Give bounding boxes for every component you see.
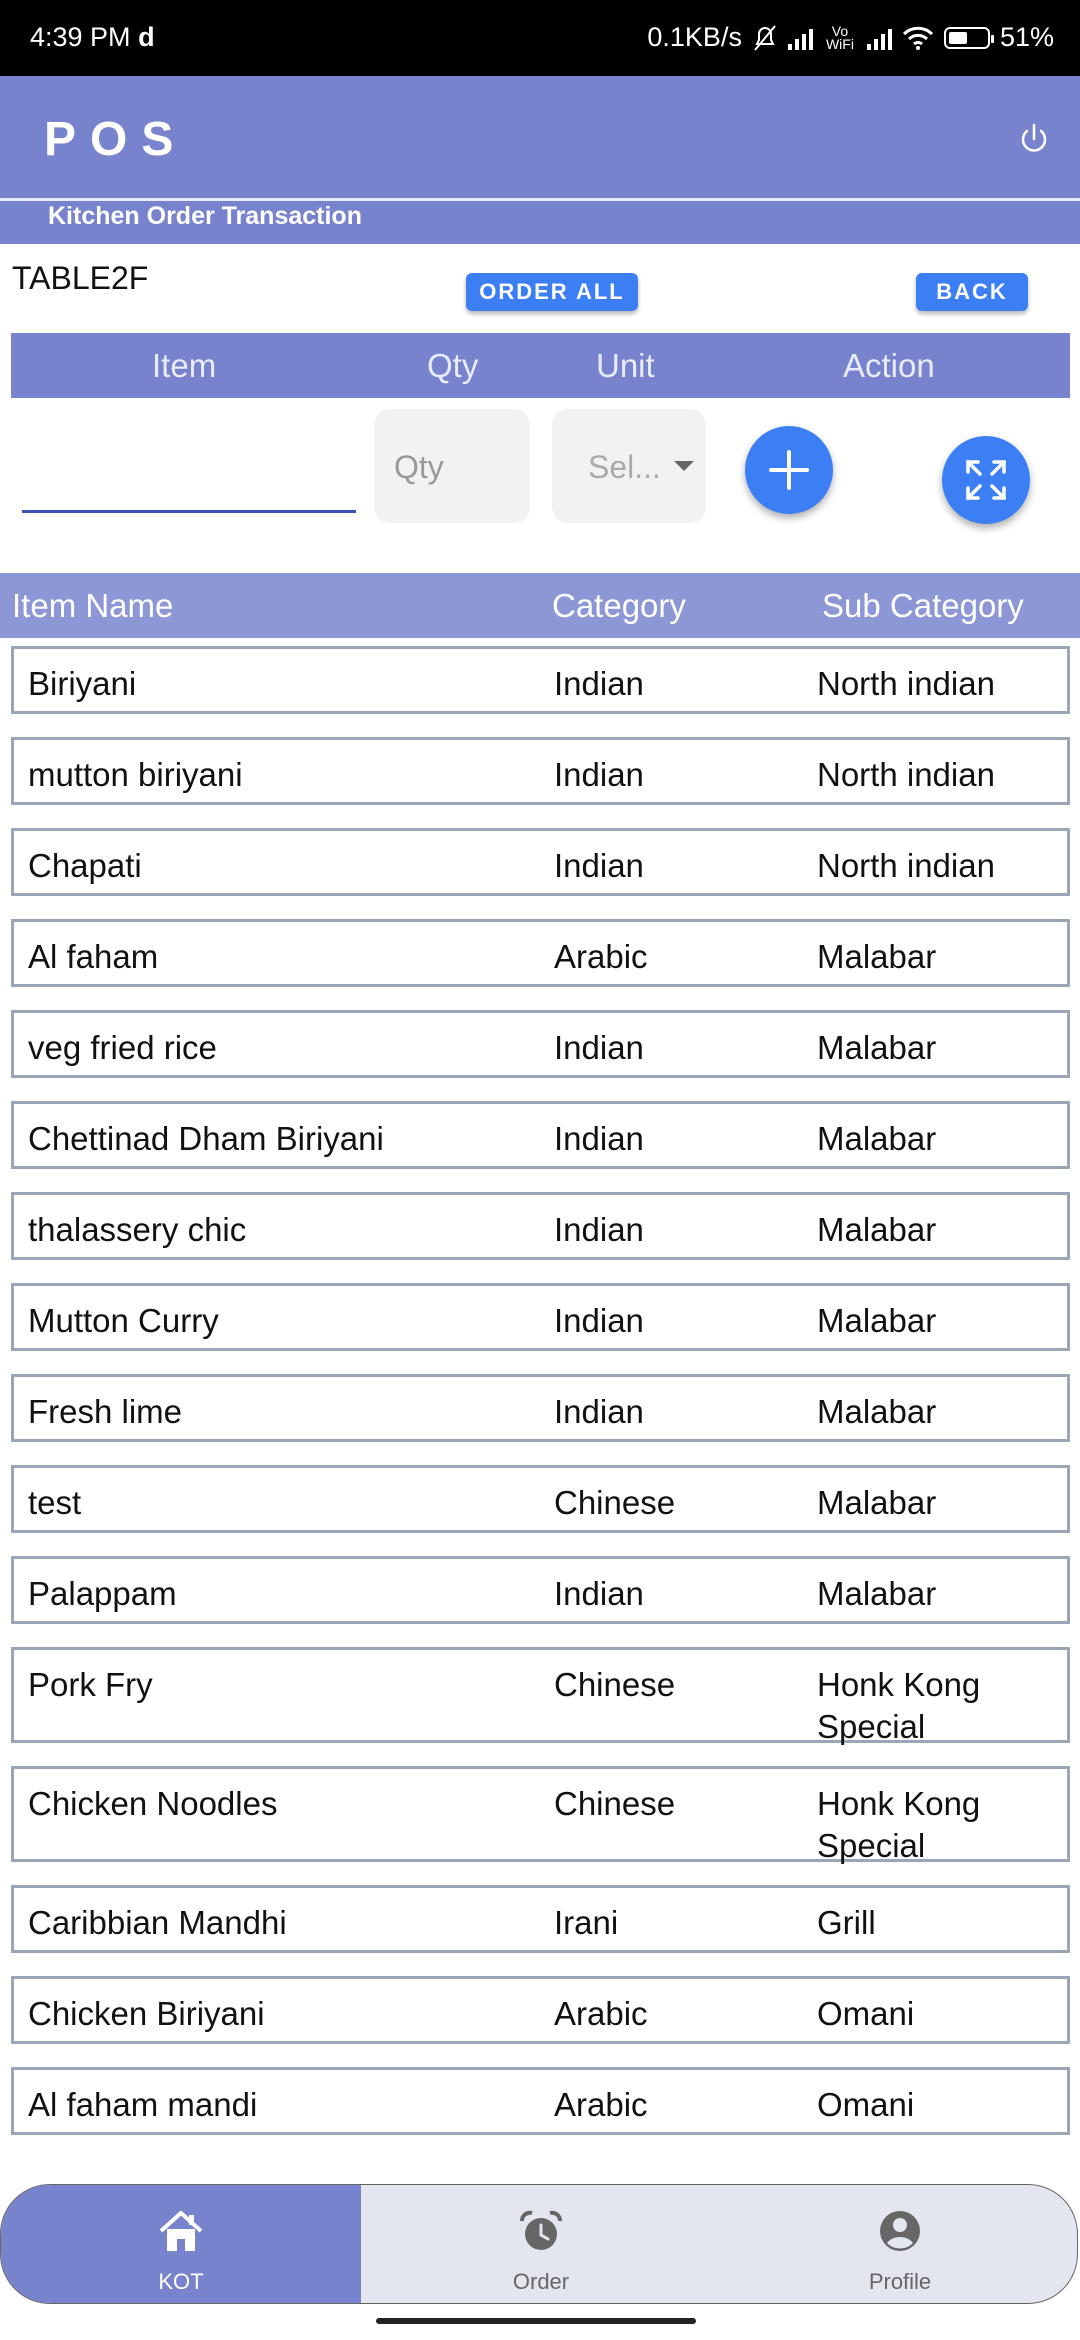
item-input[interactable]	[22, 420, 356, 513]
item-name-cell: Fresh lime	[28, 1393, 183, 1430]
item-row[interactable]	[11, 2067, 1070, 2135]
item-category-cell: Chinese	[554, 1666, 676, 1703]
item-row[interactable]	[11, 1101, 1070, 1169]
nav-label-kot: KOT	[158, 2269, 204, 2294]
battery-icon	[944, 27, 990, 49]
nav-tab-kot[interactable]	[1, 2185, 361, 2304]
item-row[interactable]	[11, 1192, 1070, 1260]
volte-badge: Vo WiFi	[825, 22, 854, 52]
item-subcategory-cell: Honk Kong Special	[817, 1666, 981, 1745]
nav-label-profile: Profile	[868, 2269, 932, 2294]
item-subcategory-cell: Grill	[817, 1904, 876, 1941]
item-name-cell: thalassery chic	[28, 1211, 247, 1248]
item-category-cell: Chinese	[554, 1484, 676, 1521]
table-name: TABLE2F	[12, 260, 149, 296]
item-list	[0, 646, 1080, 2158]
item-subcategory-cell: Omani	[817, 2086, 915, 2123]
item-row[interactable]	[11, 1647, 1070, 1743]
nav-label-order: Order	[512, 2269, 570, 2294]
home-icon	[157, 2209, 205, 2255]
item-name-cell: Al faham mandi	[28, 2086, 258, 2123]
alarm-clock-icon	[518, 2209, 564, 2255]
item-category-cell: Chinese	[554, 1785, 676, 1822]
unit-placeholder: Sel...	[588, 449, 661, 485]
header-item-name: Item Name	[12, 587, 174, 624]
header-qty: Qty	[427, 347, 479, 384]
wifi-icon	[902, 26, 934, 50]
item-row[interactable]	[11, 1374, 1070, 1442]
item-row[interactable]	[11, 1976, 1070, 2044]
back-button[interactable]: BACK	[916, 273, 1028, 311]
bottom-nav	[0, 2184, 1078, 2304]
item-name-cell: Caribbian Mandhi	[28, 1904, 287, 1941]
signal-icon-2	[867, 26, 892, 50]
item-name-cell: Chicken Noodles	[28, 1785, 278, 1822]
item-subcategory-cell: Malabar	[817, 1393, 937, 1430]
item-category-cell: Arabic	[554, 1995, 648, 2032]
item-category-cell: Indian	[554, 756, 644, 793]
item-row[interactable]	[11, 1885, 1070, 1953]
item-subcategory-cell: Honk Kong Special	[817, 1785, 981, 1864]
item-row[interactable]	[11, 1556, 1070, 1624]
item-subcategory-cell: North indian	[817, 847, 995, 884]
header-unit: Unit	[596, 347, 655, 384]
item-name-cell: veg fried rice	[28, 1029, 217, 1066]
item-name-cell: Chettinad Dham Biriyani	[28, 1120, 384, 1157]
carrier-glyph: d	[138, 22, 155, 52]
item-subcategory-cell: Malabar	[817, 1484, 937, 1521]
item-subcategory-cell: North indian	[817, 665, 995, 702]
item-row[interactable]	[11, 737, 1070, 805]
qty-placeholder: Qty	[394, 449, 444, 485]
status-time: 4:39 PM d	[30, 22, 155, 52]
nav-tab-order[interactable]	[361, 2185, 721, 2304]
header-category: Category	[552, 587, 686, 624]
item-name-cell: Chicken Biriyani	[28, 1995, 265, 2032]
item-category-cell: Indian	[554, 1120, 644, 1157]
gesture-bar	[376, 2318, 696, 2324]
item-row[interactable]	[11, 919, 1070, 987]
item-subcategory-cell: Malabar	[817, 1211, 937, 1248]
item-category-cell: Arabic	[554, 2086, 648, 2123]
item-row[interactable]	[11, 828, 1070, 896]
item-name-cell: Al faham	[28, 938, 159, 975]
item-category-cell: Indian	[554, 1575, 644, 1612]
chevron-down-icon	[674, 461, 694, 471]
item-subcategory-cell: Malabar	[817, 1120, 937, 1157]
power-icon[interactable]	[1014, 120, 1054, 160]
status-icons	[647, 22, 1054, 53]
header-divider	[0, 198, 1080, 201]
item-row[interactable]	[11, 646, 1070, 714]
item-subcategory-cell: Malabar	[817, 938, 937, 975]
item-category-cell: Indian	[554, 1211, 644, 1248]
item-subcategory-cell: North indian	[817, 756, 995, 793]
add-item-button[interactable]	[745, 426, 833, 514]
nav-tab-profile[interactable]	[721, 2185, 1078, 2304]
item-category-cell: Indian	[554, 1029, 644, 1066]
item-row[interactable]	[11, 1465, 1070, 1533]
header-sub-category: Sub Category	[822, 587, 1024, 624]
item-category-cell: Indian	[554, 1393, 644, 1430]
item-name-cell: Biriyani	[28, 665, 137, 702]
mute-bell-icon	[752, 24, 778, 52]
battery-fill	[949, 32, 967, 44]
item-category-cell: Indian	[554, 665, 644, 702]
order-all-button[interactable]: ORDER ALL	[466, 273, 638, 311]
signal-icon	[788, 26, 813, 50]
item-row[interactable]	[11, 1010, 1070, 1078]
status-bar	[0, 0, 1080, 76]
item-name-cell: mutton biriyani	[28, 756, 243, 793]
item-subcategory-cell: Omani	[817, 1995, 915, 2032]
item-name-cell: Chapati	[28, 847, 142, 884]
unit-select[interactable]	[552, 409, 706, 523]
item-name-cell: test	[28, 1484, 82, 1521]
entry-header-bar	[11, 333, 1070, 398]
item-category-cell: Arabic	[554, 938, 648, 975]
page-subtitle: Kitchen Order Transaction	[48, 202, 362, 230]
expand-icon	[942, 436, 1030, 524]
item-name-cell: Pork Fry	[28, 1666, 153, 1703]
fullscreen-button[interactable]	[942, 436, 1030, 524]
plus-icon	[745, 426, 833, 514]
item-category-cell: Indian	[554, 847, 644, 884]
qty-input[interactable]	[374, 409, 530, 523]
header-item: Item	[152, 347, 217, 384]
app-header	[0, 76, 1080, 244]
item-subcategory-cell: Malabar	[817, 1302, 937, 1339]
item-category-cell: Indian	[554, 1302, 644, 1339]
item-list-header	[0, 573, 1080, 638]
item-row[interactable]	[11, 1283, 1070, 1351]
item-category-cell: Irani	[554, 1904, 619, 1941]
battery-percent: 51%	[999, 22, 1054, 52]
item-row[interactable]	[11, 1766, 1070, 1862]
item-subcategory-cell: Malabar	[817, 1029, 937, 1066]
item-name-cell: Mutton Curry	[28, 1302, 219, 1339]
header-action: Action	[843, 347, 935, 384]
net-speed: 0.1KB/s	[647, 22, 742, 52]
item-subcategory-cell: Malabar	[817, 1575, 937, 1612]
app-title: POS	[44, 113, 188, 166]
account-icon	[878, 2209, 922, 2253]
item-name-cell: Palappam	[28, 1575, 177, 1612]
